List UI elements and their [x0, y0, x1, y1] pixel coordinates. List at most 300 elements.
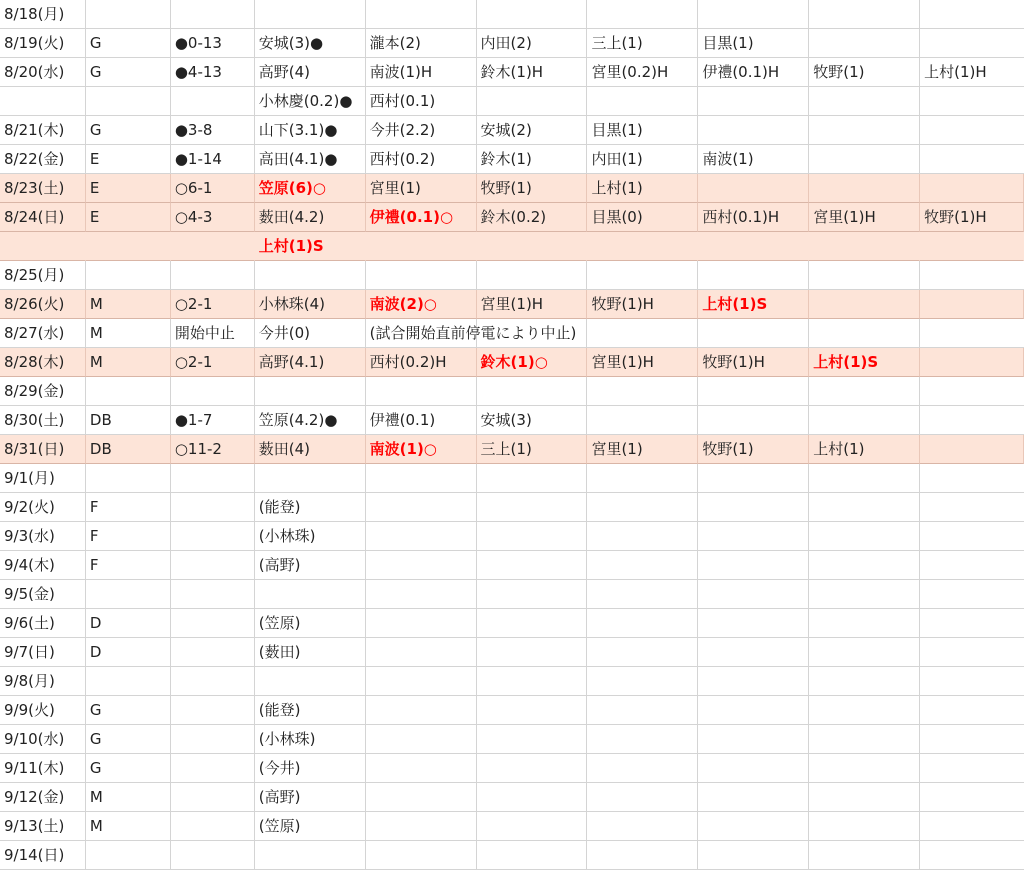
cell-reliever-6[interactable]: [920, 580, 1024, 609]
cell-opponent[interactable]: G: [86, 29, 171, 58]
cell-opponent[interactable]: F: [86, 493, 171, 522]
cell-opponent[interactable]: F: [86, 522, 171, 551]
cell-reliever-2[interactable]: 安城(2): [477, 116, 588, 145]
cell-opponent[interactable]: D: [86, 638, 171, 667]
cell-reliever-5[interactable]: [809, 406, 920, 435]
cell-reliever-3[interactable]: 上村(1): [587, 174, 698, 203]
cell-reliever-4[interactable]: [698, 261, 809, 290]
cell-result[interactable]: [171, 551, 255, 580]
cell-result[interactable]: ●4-13: [171, 58, 255, 87]
cell-reliever-4[interactable]: [698, 609, 809, 638]
cell-starter[interactable]: (笠原): [255, 812, 366, 841]
cell-reliever-4[interactable]: [698, 580, 809, 609]
cell-opponent[interactable]: E: [86, 203, 171, 232]
cell-reliever-6[interactable]: [920, 261, 1024, 290]
cell-reliever-5[interactable]: [809, 638, 920, 667]
cell-reliever-6[interactable]: [920, 812, 1024, 841]
cell-result[interactable]: [171, 725, 255, 754]
cell-reliever-3[interactable]: 内田(1): [587, 145, 698, 174]
cell-reliever-4[interactable]: [698, 812, 809, 841]
cell-reliever-1[interactable]: 瀧本(2): [366, 29, 477, 58]
cell-reliever-1[interactable]: 南波(1)H: [366, 58, 477, 87]
cell-date[interactable]: 9/14(日): [0, 841, 86, 870]
cell-reliever-6[interactable]: [920, 145, 1024, 174]
cell-result[interactable]: ○4-3: [171, 203, 255, 232]
cell-reliever-5[interactable]: [809, 0, 920, 29]
cell-starter[interactable]: (小林珠): [255, 522, 366, 551]
cell-starter[interactable]: 笠原(6)○: [255, 174, 366, 203]
cell-reliever-5[interactable]: [809, 261, 920, 290]
cell-opponent[interactable]: M: [86, 783, 171, 812]
cell-opponent[interactable]: [86, 580, 171, 609]
cell-result[interactable]: [171, 493, 255, 522]
cell-reliever-4[interactable]: [698, 754, 809, 783]
cell-reliever-1[interactable]: 西村(0.2)H: [366, 348, 477, 377]
cell-reliever-1[interactable]: 宮里(1): [366, 174, 477, 203]
cell-reliever-5[interactable]: [809, 812, 920, 841]
cell-result[interactable]: [171, 754, 255, 783]
cell-reliever-2[interactable]: [477, 783, 588, 812]
cell-result[interactable]: ●1-7: [171, 406, 255, 435]
cell-reliever-1[interactable]: [366, 783, 477, 812]
cell-reliever-3[interactable]: 目黒(0): [587, 203, 698, 232]
cell-opponent[interactable]: G: [86, 754, 171, 783]
cell-result[interactable]: [171, 0, 255, 29]
cell-date[interactable]: 8/23(土): [0, 174, 86, 203]
cell-reliever-4[interactable]: [698, 725, 809, 754]
cell-reliever-1[interactable]: 西村(0.2): [366, 145, 477, 174]
cell-date[interactable]: 9/4(木): [0, 551, 86, 580]
cell-reliever-4[interactable]: [698, 232, 809, 261]
cell-reliever-1[interactable]: [366, 464, 477, 493]
cell-reliever-2[interactable]: 鈴木(0.2): [477, 203, 588, 232]
cell-reliever-5[interactable]: 宮里(1)H: [809, 203, 920, 232]
cell-opponent[interactable]: G: [86, 58, 171, 87]
cell-reliever-5[interactable]: [809, 232, 920, 261]
cell-reliever-1[interactable]: 伊禮(0.1): [366, 406, 477, 435]
cell-date[interactable]: 8/29(金): [0, 377, 86, 406]
cell-opponent[interactable]: D: [86, 609, 171, 638]
cell-reliever-6[interactable]: [920, 841, 1024, 870]
cell-reliever-1[interactable]: (試合開始直前停電により中止): [366, 319, 477, 348]
cell-starter[interactable]: [255, 667, 366, 696]
cell-reliever-6[interactable]: [920, 725, 1024, 754]
cell-reliever-3[interactable]: [587, 87, 698, 116]
cell-reliever-5[interactable]: [809, 667, 920, 696]
cell-starter[interactable]: 小林珠(4): [255, 290, 366, 319]
cell-reliever-5[interactable]: [809, 29, 920, 58]
cell-reliever-2[interactable]: [477, 580, 588, 609]
cell-reliever-4[interactable]: 伊禮(0.1)H: [698, 58, 809, 87]
cell-result[interactable]: [171, 783, 255, 812]
cell-opponent[interactable]: [86, 232, 171, 261]
cell-reliever-2[interactable]: [477, 0, 588, 29]
cell-reliever-4[interactable]: [698, 783, 809, 812]
cell-date[interactable]: 9/2(火): [0, 493, 86, 522]
cell-date[interactable]: 8/18(月): [0, 0, 86, 29]
cell-reliever-5[interactable]: [809, 87, 920, 116]
cell-reliever-4[interactable]: [698, 696, 809, 725]
cell-date[interactable]: 8/31(日): [0, 435, 86, 464]
cell-reliever-5[interactable]: [809, 841, 920, 870]
cell-reliever-2[interactable]: [477, 464, 588, 493]
cell-reliever-3[interactable]: [587, 319, 698, 348]
cell-date[interactable]: 8/22(金): [0, 145, 86, 174]
cell-reliever-3[interactable]: [587, 783, 698, 812]
cell-reliever-1[interactable]: 伊禮(0.1)○: [366, 203, 477, 232]
cell-reliever-5[interactable]: [809, 377, 920, 406]
cell-reliever-6[interactable]: [920, 87, 1024, 116]
cell-reliever-3[interactable]: [587, 609, 698, 638]
cell-reliever-1[interactable]: [366, 696, 477, 725]
cell-opponent[interactable]: M: [86, 348, 171, 377]
cell-reliever-4[interactable]: [698, 638, 809, 667]
cell-reliever-2[interactable]: [477, 638, 588, 667]
cell-result[interactable]: [171, 464, 255, 493]
cell-date[interactable]: 8/20(水): [0, 58, 86, 87]
cell-reliever-5[interactable]: 上村(1): [809, 435, 920, 464]
cell-reliever-6[interactable]: [920, 638, 1024, 667]
cell-reliever-3[interactable]: [587, 580, 698, 609]
cell-reliever-1[interactable]: [366, 580, 477, 609]
cell-date[interactable]: 9/5(金): [0, 580, 86, 609]
cell-opponent[interactable]: [86, 377, 171, 406]
cell-reliever-6[interactable]: [920, 696, 1024, 725]
cell-reliever-2[interactable]: [477, 87, 588, 116]
cell-reliever-2[interactable]: [477, 812, 588, 841]
cell-result[interactable]: ○11-2: [171, 435, 255, 464]
cell-starter[interactable]: (今井): [255, 754, 366, 783]
cell-starter[interactable]: 高田(4.1)●: [255, 145, 366, 174]
cell-date[interactable]: 9/8(月): [0, 667, 86, 696]
cell-reliever-6[interactable]: 牧野(1)H: [920, 203, 1024, 232]
cell-reliever-4[interactable]: [698, 87, 809, 116]
cell-reliever-5[interactable]: [809, 696, 920, 725]
cell-starter[interactable]: 薮田(4): [255, 435, 366, 464]
cell-result[interactable]: [171, 696, 255, 725]
cell-reliever-1[interactable]: [366, 609, 477, 638]
cell-reliever-2[interactable]: 内田(2): [477, 29, 588, 58]
cell-reliever-3[interactable]: [587, 696, 698, 725]
cell-reliever-6[interactable]: [920, 754, 1024, 783]
cell-reliever-3[interactable]: [587, 551, 698, 580]
cell-reliever-5[interactable]: [809, 116, 920, 145]
cell-reliever-4[interactable]: [698, 319, 809, 348]
cell-reliever-4[interactable]: [698, 464, 809, 493]
cell-reliever-4[interactable]: [698, 377, 809, 406]
cell-reliever-2[interactable]: 鈴木(1)○: [477, 348, 588, 377]
cell-reliever-3[interactable]: [587, 232, 698, 261]
cell-reliever-2[interactable]: [477, 551, 588, 580]
cell-reliever-3[interactable]: 目黒(1): [587, 116, 698, 145]
cell-opponent[interactable]: [86, 841, 171, 870]
cell-result[interactable]: [171, 841, 255, 870]
cell-reliever-6[interactable]: [920, 116, 1024, 145]
cell-reliever-1[interactable]: [366, 812, 477, 841]
cell-opponent[interactable]: [86, 464, 171, 493]
cell-opponent[interactable]: DB: [86, 406, 171, 435]
cell-reliever-1[interactable]: [366, 522, 477, 551]
cell-starter[interactable]: (薮田): [255, 638, 366, 667]
cell-reliever-5[interactable]: [809, 522, 920, 551]
cell-reliever-4[interactable]: 牧野(1)H: [698, 348, 809, 377]
cell-opponent[interactable]: E: [86, 174, 171, 203]
cell-result[interactable]: [171, 667, 255, 696]
cell-reliever-5[interactable]: [809, 580, 920, 609]
cell-reliever-5[interactable]: [809, 319, 920, 348]
cell-reliever-4[interactable]: 西村(0.1)H: [698, 203, 809, 232]
cell-date[interactable]: 9/1(月): [0, 464, 86, 493]
cell-reliever-2[interactable]: [477, 696, 588, 725]
cell-reliever-3[interactable]: 宮里(1)H: [587, 348, 698, 377]
cell-reliever-6[interactable]: [920, 464, 1024, 493]
cell-reliever-3[interactable]: [587, 725, 698, 754]
cell-starter[interactable]: (高野): [255, 551, 366, 580]
cell-reliever-6[interactable]: [920, 174, 1024, 203]
cell-reliever-1[interactable]: 西村(0.1): [366, 87, 477, 116]
cell-reliever-5[interactable]: 牧野(1): [809, 58, 920, 87]
cell-reliever-5[interactable]: 上村(1)S: [809, 348, 920, 377]
cell-reliever-6[interactable]: [920, 667, 1024, 696]
cell-reliever-5[interactable]: [809, 174, 920, 203]
cell-reliever-6[interactable]: [920, 319, 1024, 348]
cell-result[interactable]: 開始中止: [171, 319, 255, 348]
cell-reliever-6[interactable]: [920, 522, 1024, 551]
cell-reliever-2[interactable]: [477, 667, 588, 696]
cell-reliever-4[interactable]: [698, 116, 809, 145]
cell-reliever-6[interactable]: [920, 551, 1024, 580]
cell-result[interactable]: ○2-1: [171, 290, 255, 319]
cell-result[interactable]: [171, 812, 255, 841]
cell-reliever-3[interactable]: [587, 406, 698, 435]
cell-reliever-6[interactable]: [920, 435, 1024, 464]
cell-reliever-3[interactable]: [587, 464, 698, 493]
cell-reliever-3[interactable]: [587, 638, 698, 667]
cell-reliever-3[interactable]: [587, 812, 698, 841]
cell-reliever-6[interactable]: 上村(1)H: [920, 58, 1024, 87]
cell-starter[interactable]: [255, 377, 366, 406]
cell-reliever-2[interactable]: [477, 725, 588, 754]
cell-opponent[interactable]: M: [86, 290, 171, 319]
cell-date[interactable]: 9/7(日): [0, 638, 86, 667]
cell-opponent[interactable]: [86, 0, 171, 29]
cell-reliever-3[interactable]: [587, 261, 698, 290]
cell-reliever-5[interactable]: [809, 725, 920, 754]
cell-reliever-3[interactable]: 宮里(0.2)H: [587, 58, 698, 87]
cell-reliever-2[interactable]: [477, 261, 588, 290]
cell-reliever-3[interactable]: 宮里(1): [587, 435, 698, 464]
cell-opponent[interactable]: DB: [86, 435, 171, 464]
cell-starter[interactable]: [255, 0, 366, 29]
cell-reliever-1[interactable]: [366, 232, 477, 261]
cell-date[interactable]: 8/28(木): [0, 348, 86, 377]
cell-date[interactable]: 8/30(土): [0, 406, 86, 435]
cell-reliever-3[interactable]: [587, 493, 698, 522]
cell-reliever-1[interactable]: [366, 754, 477, 783]
cell-opponent[interactable]: G: [86, 725, 171, 754]
cell-starter[interactable]: [255, 464, 366, 493]
cell-reliever-3[interactable]: [587, 522, 698, 551]
cell-reliever-6[interactable]: [920, 377, 1024, 406]
cell-reliever-3[interactable]: [587, 667, 698, 696]
cell-reliever-2[interactable]: [477, 319, 588, 348]
cell-opponent[interactable]: F: [86, 551, 171, 580]
cell-reliever-2[interactable]: [477, 493, 588, 522]
cell-date[interactable]: 8/27(水): [0, 319, 86, 348]
cell-reliever-6[interactable]: [920, 0, 1024, 29]
cell-reliever-4[interactable]: [698, 551, 809, 580]
cell-starter[interactable]: 薮田(4.2): [255, 203, 366, 232]
cell-reliever-1[interactable]: [366, 638, 477, 667]
cell-reliever-6[interactable]: [920, 406, 1024, 435]
cell-opponent[interactable]: E: [86, 145, 171, 174]
cell-opponent[interactable]: [86, 87, 171, 116]
cell-reliever-5[interactable]: [809, 493, 920, 522]
cell-reliever-1[interactable]: [366, 377, 477, 406]
cell-date[interactable]: 9/11(木): [0, 754, 86, 783]
cell-reliever-4[interactable]: [698, 406, 809, 435]
cell-starter[interactable]: 小林慶(0.2)●: [255, 87, 366, 116]
cell-starter[interactable]: 上村(1)S: [255, 232, 366, 261]
cell-result[interactable]: [171, 580, 255, 609]
cell-reliever-3[interactable]: [587, 0, 698, 29]
cell-reliever-2[interactable]: 三上(1): [477, 435, 588, 464]
cell-reliever-4[interactable]: [698, 841, 809, 870]
cell-opponent[interactable]: [86, 261, 171, 290]
cell-result[interactable]: [171, 522, 255, 551]
cell-reliever-3[interactable]: [587, 841, 698, 870]
cell-result[interactable]: [171, 609, 255, 638]
cell-reliever-6[interactable]: [920, 232, 1024, 261]
cell-reliever-3[interactable]: 牧野(1)H: [587, 290, 698, 319]
cell-date[interactable]: 8/26(火): [0, 290, 86, 319]
cell-reliever-2[interactable]: 宮里(1)H: [477, 290, 588, 319]
cell-reliever-1[interactable]: [366, 493, 477, 522]
cell-reliever-2[interactable]: 鈴木(1)H: [477, 58, 588, 87]
cell-starter[interactable]: 高野(4): [255, 58, 366, 87]
cell-reliever-6[interactable]: [920, 290, 1024, 319]
cell-reliever-5[interactable]: [809, 783, 920, 812]
cell-starter[interactable]: 山下(3.1)●: [255, 116, 366, 145]
cell-date[interactable]: [0, 232, 86, 261]
cell-reliever-4[interactable]: 南波(1): [698, 145, 809, 174]
cell-result[interactable]: ●1-14: [171, 145, 255, 174]
cell-starter[interactable]: (高野): [255, 783, 366, 812]
cell-result[interactable]: [171, 377, 255, 406]
cell-reliever-4[interactable]: [698, 174, 809, 203]
cell-starter[interactable]: [255, 841, 366, 870]
cell-reliever-5[interactable]: [809, 145, 920, 174]
cell-reliever-2[interactable]: [477, 841, 588, 870]
cell-reliever-2[interactable]: [477, 232, 588, 261]
cell-date[interactable]: 9/9(火): [0, 696, 86, 725]
cell-reliever-2[interactable]: 鈴木(1): [477, 145, 588, 174]
cell-reliever-4[interactable]: 上村(1)S: [698, 290, 809, 319]
cell-result[interactable]: ○2-1: [171, 348, 255, 377]
cell-reliever-5[interactable]: [809, 609, 920, 638]
cell-starter[interactable]: [255, 580, 366, 609]
cell-starter[interactable]: (小林珠): [255, 725, 366, 754]
cell-reliever-5[interactable]: [809, 754, 920, 783]
cell-reliever-2[interactable]: 牧野(1): [477, 174, 588, 203]
cell-reliever-6[interactable]: [920, 609, 1024, 638]
cell-date[interactable]: 8/24(日): [0, 203, 86, 232]
cell-reliever-5[interactable]: [809, 290, 920, 319]
cell-date[interactable]: [0, 87, 86, 116]
cell-opponent[interactable]: G: [86, 116, 171, 145]
cell-reliever-4[interactable]: 目黒(1): [698, 29, 809, 58]
cell-reliever-1[interactable]: [366, 261, 477, 290]
cell-date[interactable]: 9/10(水): [0, 725, 86, 754]
cell-reliever-4[interactable]: [698, 0, 809, 29]
cell-reliever-2[interactable]: [477, 609, 588, 638]
cell-starter[interactable]: [255, 261, 366, 290]
cell-result[interactable]: ●0-13: [171, 29, 255, 58]
cell-result[interactable]: [171, 232, 255, 261]
cell-result[interactable]: ●3-8: [171, 116, 255, 145]
cell-reliever-6[interactable]: [920, 348, 1024, 377]
cell-reliever-1[interactable]: [366, 841, 477, 870]
cell-date[interactable]: 9/3(水): [0, 522, 86, 551]
cell-reliever-2[interactable]: [477, 522, 588, 551]
cell-opponent[interactable]: [86, 667, 171, 696]
cell-result[interactable]: ○6-1: [171, 174, 255, 203]
cell-reliever-1[interactable]: [366, 551, 477, 580]
cell-reliever-1[interactable]: 南波(2)○: [366, 290, 477, 319]
cell-opponent[interactable]: G: [86, 696, 171, 725]
cell-reliever-1[interactable]: [366, 725, 477, 754]
cell-reliever-4[interactable]: [698, 667, 809, 696]
cell-reliever-6[interactable]: [920, 783, 1024, 812]
cell-reliever-5[interactable]: [809, 551, 920, 580]
cell-starter[interactable]: 笠原(4.2)●: [255, 406, 366, 435]
cell-reliever-4[interactable]: [698, 522, 809, 551]
cell-reliever-3[interactable]: 三上(1): [587, 29, 698, 58]
cell-reliever-3[interactable]: [587, 377, 698, 406]
cell-reliever-6[interactable]: [920, 493, 1024, 522]
cell-reliever-2[interactable]: [477, 377, 588, 406]
cell-result[interactable]: [171, 261, 255, 290]
cell-result[interactable]: [171, 638, 255, 667]
cell-date[interactable]: 8/19(火): [0, 29, 86, 58]
cell-date[interactable]: 9/6(土): [0, 609, 86, 638]
cell-reliever-4[interactable]: 牧野(1): [698, 435, 809, 464]
cell-reliever-2[interactable]: 安城(3): [477, 406, 588, 435]
cell-starter[interactable]: 安城(3)●: [255, 29, 366, 58]
cell-reliever-1[interactable]: [366, 0, 477, 29]
cell-date[interactable]: 8/25(月): [0, 261, 86, 290]
cell-opponent[interactable]: M: [86, 319, 171, 348]
cell-reliever-1[interactable]: 今井(2.2): [366, 116, 477, 145]
cell-starter[interactable]: 高野(4.1): [255, 348, 366, 377]
cell-reliever-3[interactable]: [587, 754, 698, 783]
cell-reliever-2[interactable]: [477, 754, 588, 783]
cell-date[interactable]: 9/12(金): [0, 783, 86, 812]
cell-reliever-5[interactable]: [809, 464, 920, 493]
cell-date[interactable]: 9/13(土): [0, 812, 86, 841]
cell-reliever-1[interactable]: 南波(1)○: [366, 435, 477, 464]
cell-starter[interactable]: 今井(0): [255, 319, 366, 348]
cell-opponent[interactable]: M: [86, 812, 171, 841]
cell-starter[interactable]: (笠原): [255, 609, 366, 638]
cell-reliever-6[interactable]: [920, 29, 1024, 58]
cell-reliever-4[interactable]: [698, 493, 809, 522]
cell-reliever-1[interactable]: [366, 667, 477, 696]
cell-starter[interactable]: (能登): [255, 696, 366, 725]
cell-date[interactable]: 8/21(木): [0, 116, 86, 145]
cell-result[interactable]: [171, 87, 255, 116]
cell-starter[interactable]: (能登): [255, 493, 366, 522]
